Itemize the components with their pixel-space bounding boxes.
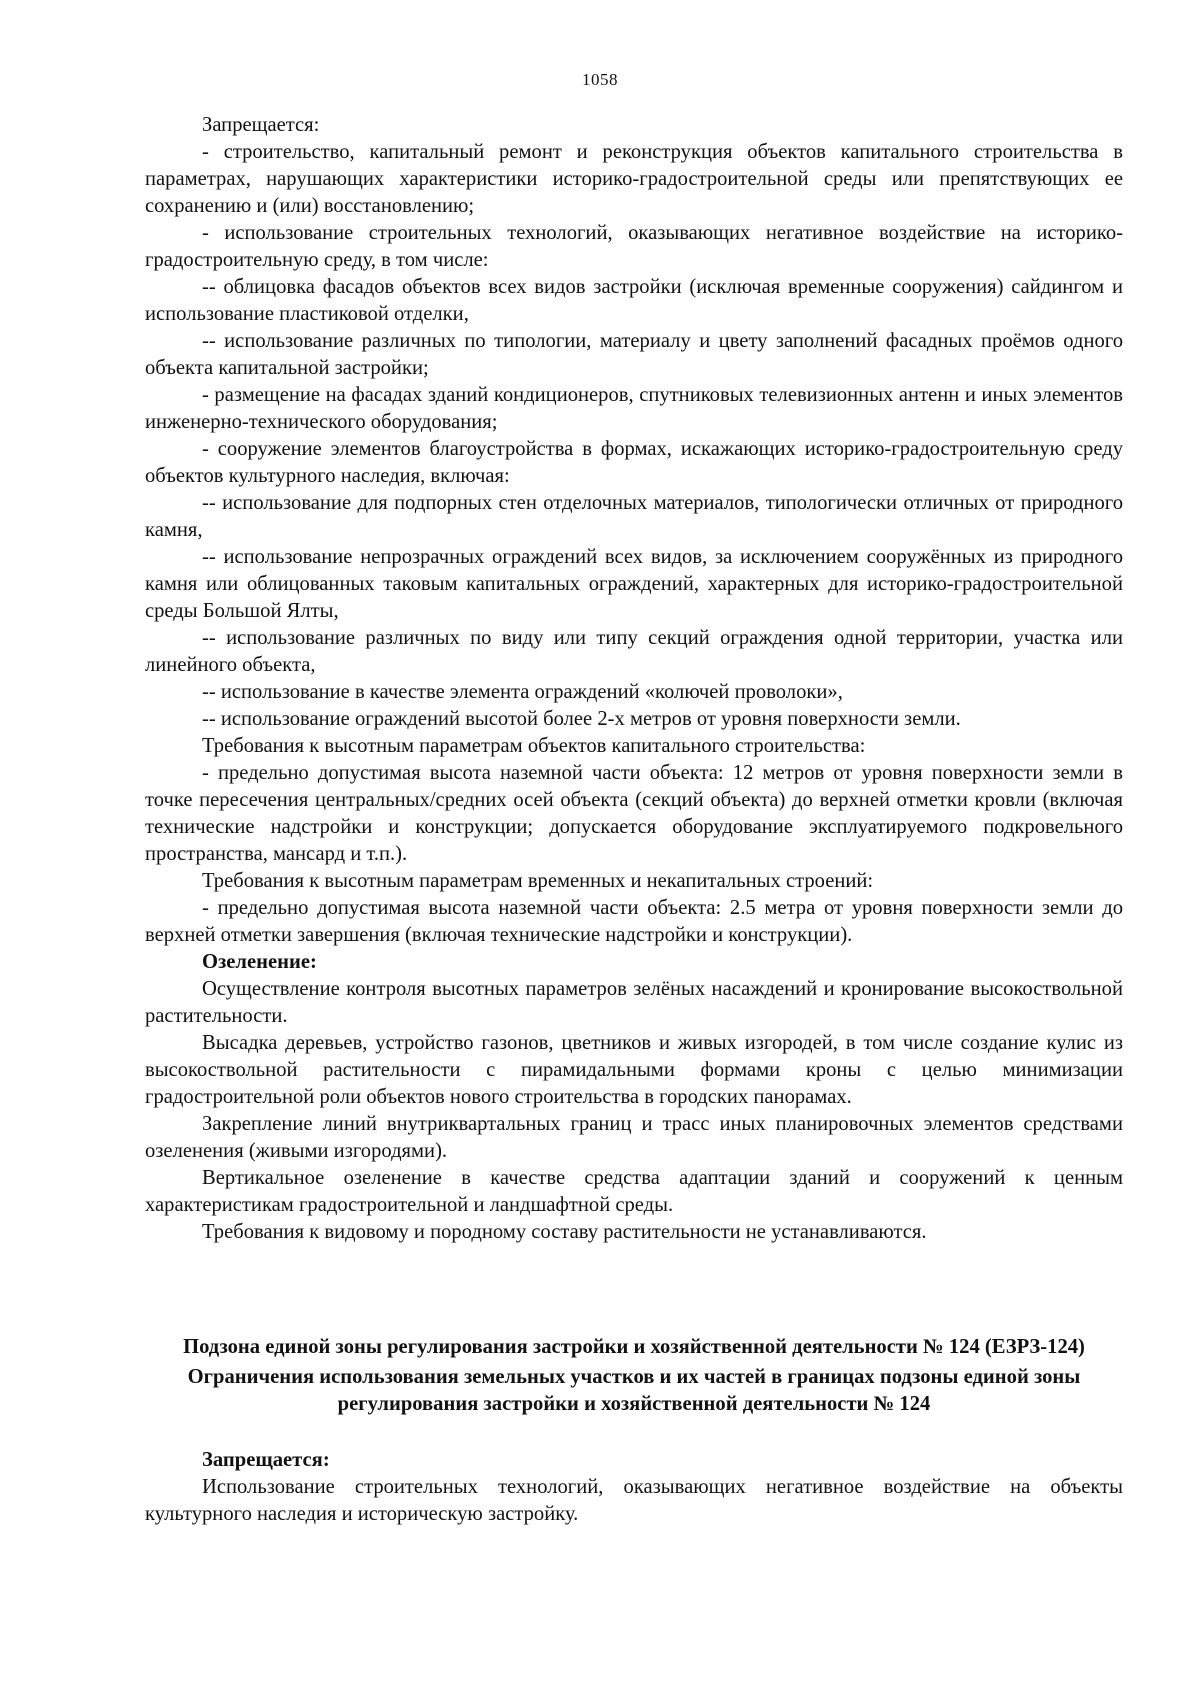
paragraph: Высадка деревьев, устройство газонов, цветников и живых изгородей, в том числе создание кулис из высокоствольной растительности с пирамидальными формами кроны с целью минимизации градостроительной роли объектов нового строительства в городских панорамах. — [145, 1032, 1123, 1108]
document-body — [145, 112, 1123, 1246]
subheading-greening: Озеленение: — [202, 951, 317, 973]
section-paragraph: Использование строительных технологий, оказывающих негативное воздействие на объекты культурного наследия и историческую застройку. — [145, 1476, 1123, 1525]
paragraph: - сооружение элементов благоустройства в формах, искажающих историко-градостроительную среду объектов культурного наследия, включая: — [145, 438, 1123, 487]
paragraph: -- использование различных по виду или типу секций ограждения одной территории, участка или линейного объекта, — [145, 627, 1123, 676]
section-heading-subtitle: Ограничения использования земельных участков и их частей в границах подзоны единой зоны регулирования застройки и хозяйственной деятельности № 124 — [187, 1366, 1081, 1415]
paragraph: Закрепление линий внутриквартальных границ и трасс иных планировочных элементов средствами озеленения (живыми изгородями). — [145, 1113, 1123, 1162]
paragraph: -- использование для подпорных стен отделочных материалов, типологически отличных от природного камня, — [145, 492, 1123, 541]
paragraph: Требования к высотным параметрам временных и некапитальных строений: — [202, 870, 874, 892]
paragraph: - размещение на фасадах зданий кондиционеров, спутниковых телевизионных антенн и иных элементов инженерно-технического оборудования; — [145, 384, 1123, 433]
paragraph: -- использование ограждений высотой более 2-х метров от уровня поверхности земли. — [202, 708, 961, 730]
paragraph: -- использование различных по типологии, материалу и цвету заполнений фасадных проёмов одного объекта капитальной застройки; — [145, 330, 1123, 379]
paragraph: - строительство, капитальный ремонт и реконструкция объектов капитального строительства в параметрах, нарушающих характеристики историко-градостроительной среды или препятствующих ее сохранению и (или) восстановлению; — [145, 141, 1123, 217]
section-heading — [145, 1334, 1123, 1418]
page-number: 1058 — [582, 70, 618, 89]
paragraph: - использование строительных технологий, оказывающих негативное воздействие на историко-градостроительную среду, в том числе: — [145, 222, 1123, 271]
paragraph: - предельно допустимая высота наземной части объекта: 2.5 метра от уровня поверхности земли до верхней отметки завершения (включая технические надстройки и конструкции). — [145, 897, 1123, 946]
paragraph: Требования к высотным параметрам объектов капитального строительства: — [202, 735, 866, 757]
paragraph: -- использование в качестве элемента ограждений «колючей проволоки», — [202, 681, 843, 703]
paragraph: -- облицовка фасадов объектов всех видов застройки (исключая временные сооружения) сайдингом и использование пластиковой отделки, — [145, 276, 1123, 325]
paragraph: Вертикальное озеленение в качестве средства адаптации зданий и сооружений к ценным характеристикам градостроительной и ландшафтной среды. — [145, 1167, 1123, 1216]
paragraph: -- использование непрозрачных ограждений всех видов, за исключением сооружённых из природного камня или облицованных таковым капитальных ограждений, характерных для историко-градостроительной среды Большой Ялты, — [145, 546, 1123, 622]
paragraph: Требования к видовому и породному составу растительности не устанавливаются. — [202, 1221, 927, 1243]
paragraph-prohibited-label: Запрещается: — [202, 114, 320, 136]
section-heading-title: Подзона единой зоны регулирования застройки и хозяйственной деятельности № 124 (ЕЗРЗ-124) — [183, 1336, 1085, 1358]
paragraph: - предельно допустимая высота наземной части объекта: 12 метров от уровня поверхности земли в точке пересечения центральных/средних осей объекта (секций объекта) до верхней отметки кровли (включая технические надстройки и конструкции; допускается оборудование эксплуатируемого подкровельного пространства, мансард и т.п.). — [145, 762, 1123, 865]
section-prohibited-label: Запрещается: — [202, 1449, 330, 1471]
section-body — [145, 1447, 1123, 1528]
paragraph: Осуществление контроля высотных параметров зелёных насаждений и кронирование высокоствольной растительности. — [145, 978, 1123, 1027]
